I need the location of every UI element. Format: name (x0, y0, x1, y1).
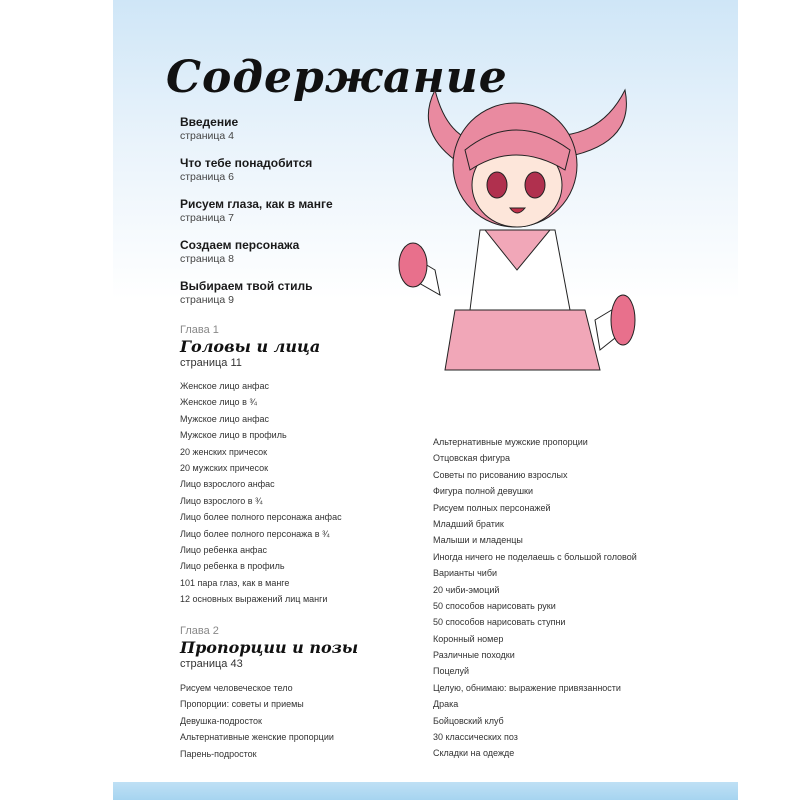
chapter-page: страница 43 (180, 658, 243, 670)
toc-heading: Введение (180, 115, 239, 129)
chapter-2-list-continued (433, 434, 637, 762)
toc-page: страница 8 (180, 253, 235, 265)
chapter-1-list (180, 378, 342, 607)
toc-entry (180, 156, 333, 197)
toc-page: страница 4 (180, 130, 235, 142)
toc-entry (180, 197, 333, 238)
toc-list-item: Поцелуй (433, 666, 470, 677)
toc-list-item: Рисуем полных персонажей (433, 502, 551, 513)
chapter-label: Глава 2 (180, 625, 219, 637)
toc-list-item: Мужское лицо анфас (180, 413, 269, 424)
toc-list-item: Лицо ребенка анфас (180, 544, 267, 555)
intro-section (180, 115, 333, 320)
toc-entry (180, 238, 333, 279)
page-title: Содержание (166, 52, 508, 103)
toc-list-item: Отцовская фигура (433, 453, 511, 464)
toc-list-item: 20 мужских причесок (180, 462, 269, 473)
toc-list-item: Мужское лицо в профиль (180, 430, 287, 441)
toc-page: страница 7 (180, 212, 235, 224)
toc-list-item: Лицо ребенка в профиль (180, 561, 285, 572)
chapter-label: Глава 1 (180, 324, 219, 336)
manga-girl-illustration (395, 70, 645, 430)
toc-list-item: Лицо взрослого в ¾ (180, 495, 263, 506)
toc-list-item: Девушка-подросток (180, 715, 262, 726)
toc-page: страница 9 (180, 294, 235, 306)
chapter-page: страница 11 (180, 357, 242, 369)
toc-list-item: 50 способов нарисовать руки (433, 600, 556, 611)
toc-list-item: 30 классических поз (433, 732, 518, 743)
toc-list-item: Малыши и младенцы (433, 535, 523, 546)
toc-heading: Что тебе понадобится (180, 156, 313, 170)
chapter-2-header (180, 624, 358, 671)
toc-list-item: 20 чиби-эмоций (433, 584, 500, 595)
toc-entry (180, 279, 333, 320)
toc-entry (180, 115, 333, 156)
toc-list-item: Альтернативные мужские пропорции (433, 437, 588, 447)
toc-list-item: Советы по рисованию взрослых (433, 469, 568, 480)
toc-list-item: Женское лицо анфас (180, 381, 269, 391)
toc-list-item: Иногда ничего не поделаешь с большой головой (433, 551, 637, 562)
toc-heading: Создаем персонажа (180, 238, 300, 252)
toc-list-item: Драка (433, 699, 459, 710)
toc-heading: Выбираем твой стиль (180, 279, 313, 293)
toc-page: страница 6 (180, 171, 235, 183)
chapter-1-header (180, 323, 320, 370)
toc-list-item: 50 способов нарисовать ступни (433, 617, 566, 628)
toc-list-item: Коронный номер (433, 633, 504, 644)
toc-list-item: 101 пара глаз, как в манге (180, 577, 290, 588)
toc-list-item: Рисуем человеческое тело (180, 683, 293, 693)
toc-list-item: Женское лицо в ¾ (180, 397, 257, 408)
toc-list-item: Бойцовский клуб (433, 715, 504, 726)
chapter-name: Головы и лица (180, 337, 321, 356)
toc-list-item: Различные походки (433, 650, 515, 661)
toc-list-item: Парень-подросток (180, 748, 257, 759)
toc-list-item: Пропорции: советы и приемы (180, 699, 304, 710)
toc-list-item: Лицо более полного персонажа анфас (180, 512, 342, 523)
toc-list-item: Целую, обнимаю: выражение привязанности (433, 682, 621, 693)
toc-heading: Рисуем глаза, как в манге (180, 197, 333, 211)
chapter-name: Пропорции и позы (180, 638, 359, 657)
toc-list-item: Альтернативные женские пропорции (180, 732, 334, 743)
toc-list-item: Фигура полной девушки (433, 486, 534, 497)
bottom-band (113, 782, 738, 800)
toc-list-item: Варианты чиби (433, 568, 498, 579)
toc-list-item: Младший братик (433, 518, 504, 529)
toc-list-item: Лицо более полного персонажа в ¾ (180, 528, 330, 539)
toc-list-item: Складки на одежде (433, 748, 515, 759)
toc-list-item: Лицо взрослого анфас (180, 479, 275, 490)
toc-list-item: 12 основных выражений лиц манги (180, 594, 328, 605)
toc-list-item: 20 женских причесок (180, 446, 268, 457)
chapter-2-list (180, 680, 334, 762)
